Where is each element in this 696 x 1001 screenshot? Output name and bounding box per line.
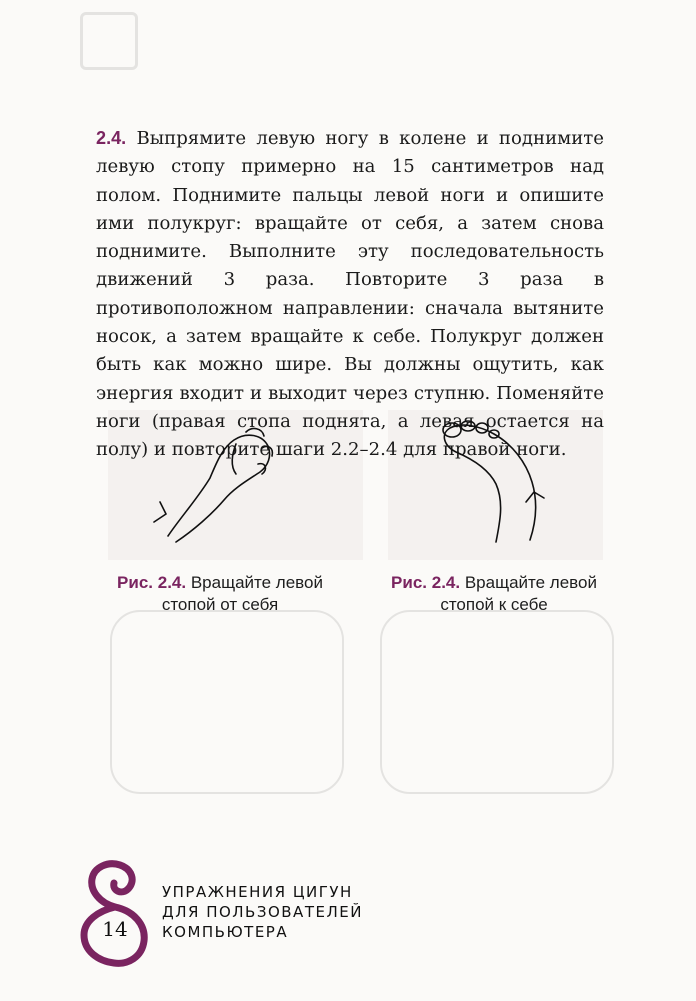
- exercise-paragraph: [96, 124, 604, 465]
- foot-rotating-toward-illustration: [430, 418, 570, 548]
- caption-line: стопой к себе: [440, 595, 548, 614]
- book-series-title: [162, 882, 462, 942]
- figure-label: Рис. 2.4.: [117, 573, 187, 592]
- spiral-logo-icon: [70, 857, 160, 971]
- figure-caption-left: [90, 572, 350, 616]
- foot-rotating-away-illustration: [150, 418, 290, 548]
- caption-line: стопой от себя: [161, 595, 279, 614]
- figure-caption-right: [364, 572, 624, 616]
- figure-label: Рис. 2.4.: [391, 573, 461, 592]
- bleed-through-drawing-left: [110, 610, 344, 794]
- caption-line: Вращайте левой: [464, 573, 597, 592]
- caption-line: Вращайте левой: [190, 573, 323, 592]
- bleed-through-header: [80, 12, 550, 82]
- series-line: КОМПЬЮТЕРА: [162, 923, 289, 941]
- series-line: ДЛЯ ПОЛЬЗОВАТЕЛЕЙ: [162, 903, 363, 921]
- step-number: 2.4.: [96, 128, 127, 148]
- series-line: УПРАЖНЕНИЯ ЦИГУН: [162, 883, 353, 901]
- step-text: Выпрямите левую ногу в колене и поднимите левую стопу примерно на 15 сантиметров над полом. Поднимите пальцы левой ноги и опишите ими полукруг: вращайте от себя, а затем снова поднимите. Выполните эту последовательность движений 3 раза. Повторите 3 раза в противоположном направлении: сначала вытяните носок, а затем вращайте к себе. Полукруг должен быть как можно шире. Вы должны ощутить, как энергия входит и выходит через ступню. Поменяйте ноги (правая стопа поднята, а левая остается на полу) и повторите шаги 2.2–2.4 для правой ноги.: [96, 128, 604, 461]
- bleed-through-drawing-right: [380, 610, 614, 794]
- page-number: 14: [102, 917, 128, 941]
